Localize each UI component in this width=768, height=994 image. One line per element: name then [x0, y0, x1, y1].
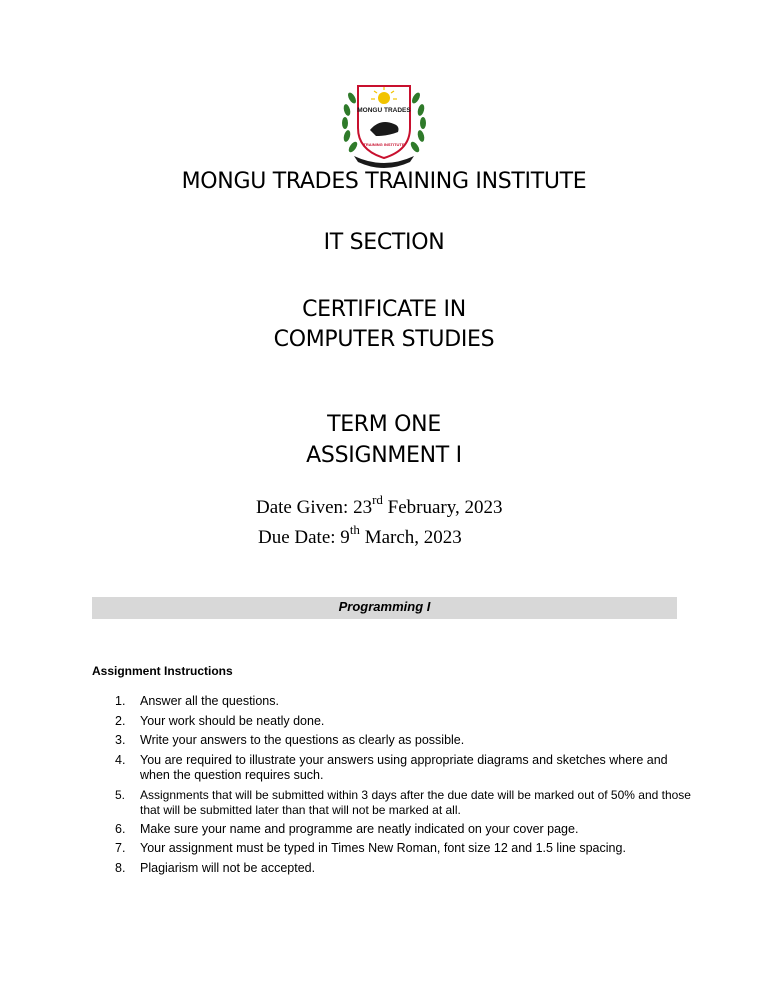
assignment-title: ASSIGNMENT I: [306, 443, 462, 468]
institute-logo: [336, 78, 432, 168]
programme-line-2: COMPUTER STUDIES: [273, 327, 495, 352]
programme-line-1: CERTIFICATE IN: [302, 297, 466, 322]
list-item-number: 2.: [115, 713, 126, 728]
due-date-suffix: th: [349, 521, 360, 537]
list-item-number: 6.: [115, 821, 126, 836]
list-item-number: 3.: [115, 733, 126, 747]
instructions-heading: Assignment Instructions: [92, 664, 233, 678]
list-item-text: Make sure your name and programme are neatly indicated on your cover page.: [140, 821, 579, 836]
list-item-text: Assignments that will be submitted within 3 days after the due date will be marked out of 50% and those that will be submitted later than that will not be marked at all.: [140, 787, 691, 817]
term-title: TERM ONE: [327, 412, 441, 437]
list-item: [115, 788, 695, 818]
list-item-number: 5.: [115, 787, 126, 802]
date-given-rest: February, 2023: [382, 497, 503, 518]
list-item-text: Write your answers to the questions as clearly as possible.: [140, 733, 465, 747]
list-item-text: Answer all the questions.: [140, 694, 279, 708]
due-date-rest: March, 2023: [359, 527, 462, 548]
list-item: [115, 861, 695, 877]
course-banner: [92, 597, 677, 619]
list-item: [115, 841, 695, 857]
list-item: [115, 694, 695, 710]
due-date: [258, 521, 462, 549]
due-date-label: Due Date: 9: [258, 527, 350, 548]
list-item-text: Plagiarism will not be accepted.: [140, 860, 316, 875]
institute-name: MONGU TRADES TRAINING INSTITUTE: [181, 169, 587, 194]
list-item: [115, 753, 695, 784]
list-item-number: 1.: [115, 694, 126, 708]
list-item-number: 7.: [115, 841, 126, 855]
date-given-label: Date Given: 23: [256, 497, 373, 518]
course-title: Programming I: [338, 599, 431, 614]
list-item-text: Your assignment must be typed in Times New Roman, font size 12 and 1.5 line spacing.: [140, 841, 626, 855]
date-given-suffix: rd: [372, 491, 383, 507]
list-item-text: Your work should be neatly done.: [140, 713, 325, 728]
list-item-number: 8.: [115, 860, 126, 875]
section-title: IT SECTION: [323, 230, 445, 255]
list-item: [115, 733, 695, 749]
logo-text-bottom: TRAINING INSTITUTE: [363, 142, 405, 147]
list-item: [115, 714, 695, 730]
date-given: [256, 491, 503, 519]
instructions-list: [115, 694, 695, 880]
list-item-number: 4.: [115, 752, 126, 767]
list-item: [115, 822, 695, 838]
logo-text-top: MONGU TRADES: [357, 107, 411, 114]
list-item-text: You are required to illustrate your answers using appropriate diagrams and sketches where and when the question requires such.: [140, 752, 668, 782]
